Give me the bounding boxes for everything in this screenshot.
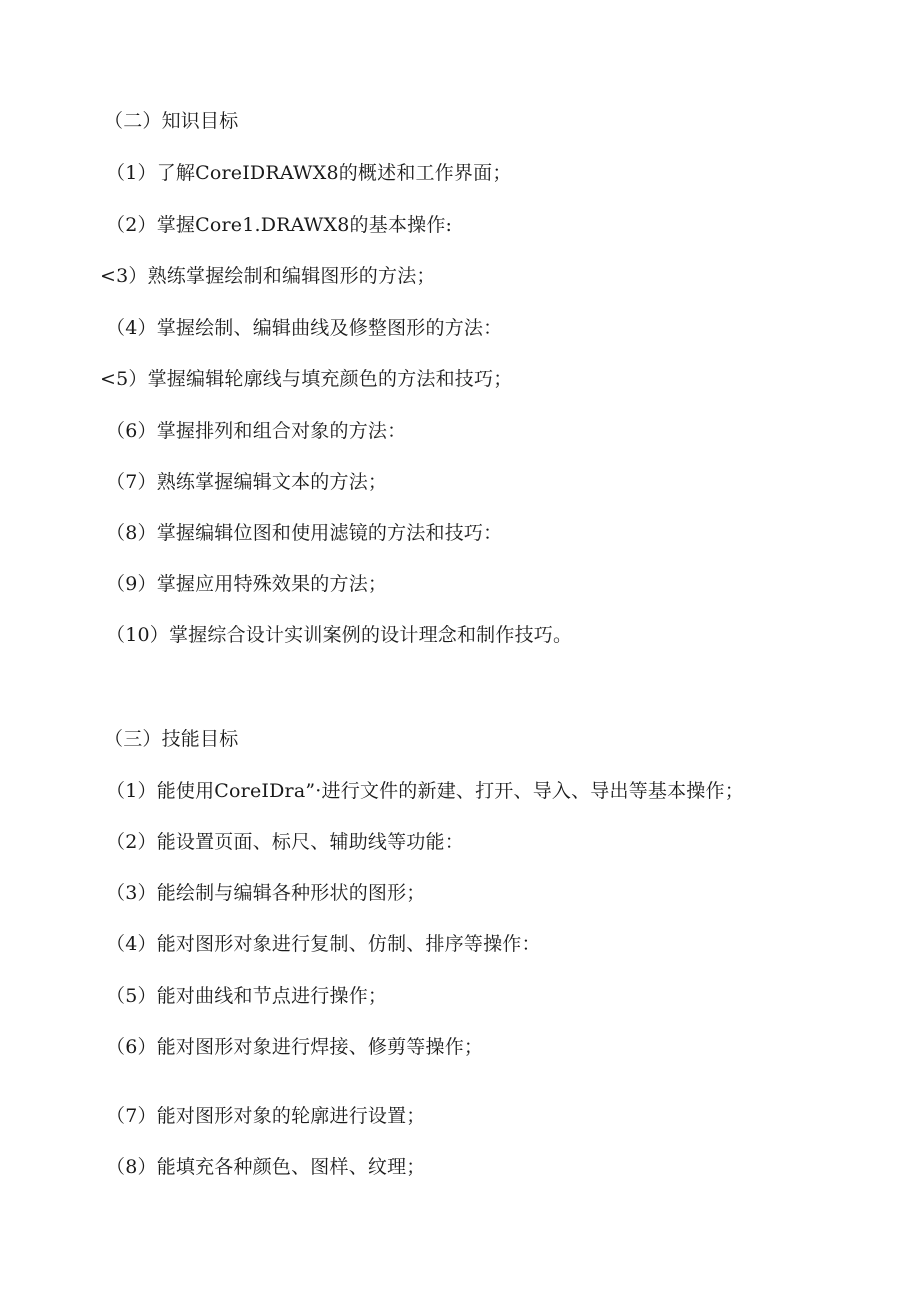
knowledge-item-3: <3）熟练掌握绘制和编辑图形的方法； xyxy=(100,265,436,287)
skills-item-4: （4）能对图形对象进行复制、仿制、排序等操作： xyxy=(106,933,541,955)
skills-heading: （三）技能目标 xyxy=(104,728,239,750)
knowledge-heading: （二）知识目标 xyxy=(104,110,239,132)
skills-item-3: （3）能绘制与编辑各种形状的图形； xyxy=(106,882,426,904)
skills-item-2: （2）能设置页面、标尺、辅助线等功能： xyxy=(106,831,464,853)
knowledge-item-2: （2）掌握Core1.DRAWX8的基本操作: xyxy=(106,214,453,236)
knowledge-item-6: （6）掌握排列和组合对象的方法： xyxy=(106,420,407,442)
skills-item-8: （8）能填充各种颜色、图样、纹理； xyxy=(106,1156,426,1178)
knowledge-item-10: （10）掌握综合设计实训案例的设计理念和制作技巧。 xyxy=(106,624,573,646)
skills-item-5: （5）能对曲线和节点进行操作； xyxy=(106,985,388,1007)
knowledge-item-8: （8）掌握编辑位图和使用滤镜的方法和技巧： xyxy=(106,522,503,544)
knowledge-item-5: <5）掌握编辑轮廓线与填充颜色的方法和技巧； xyxy=(100,368,513,390)
knowledge-item-4: （4）掌握绘制、编辑曲线及修整图形的方法： xyxy=(106,317,503,339)
skills-item-7: （7）能对图形对象的轮廓进行设置； xyxy=(106,1105,426,1127)
knowledge-item-9: （9）掌握应用特殊效果的方法； xyxy=(106,573,388,595)
skills-item-6: （6）能对图形对象进行焊接、修剪等操作； xyxy=(106,1036,484,1058)
knowledge-item-1: （1）了解CoreIDRAWX8的概述和工作界面； xyxy=(106,162,512,184)
knowledge-item-7: （7）熟练掌握编辑文本的方法； xyxy=(106,471,388,493)
skills-item-1: （1）能使用CoreIDra”·进行文件的新建、打开、导入、导出等基本操作； xyxy=(106,780,744,802)
